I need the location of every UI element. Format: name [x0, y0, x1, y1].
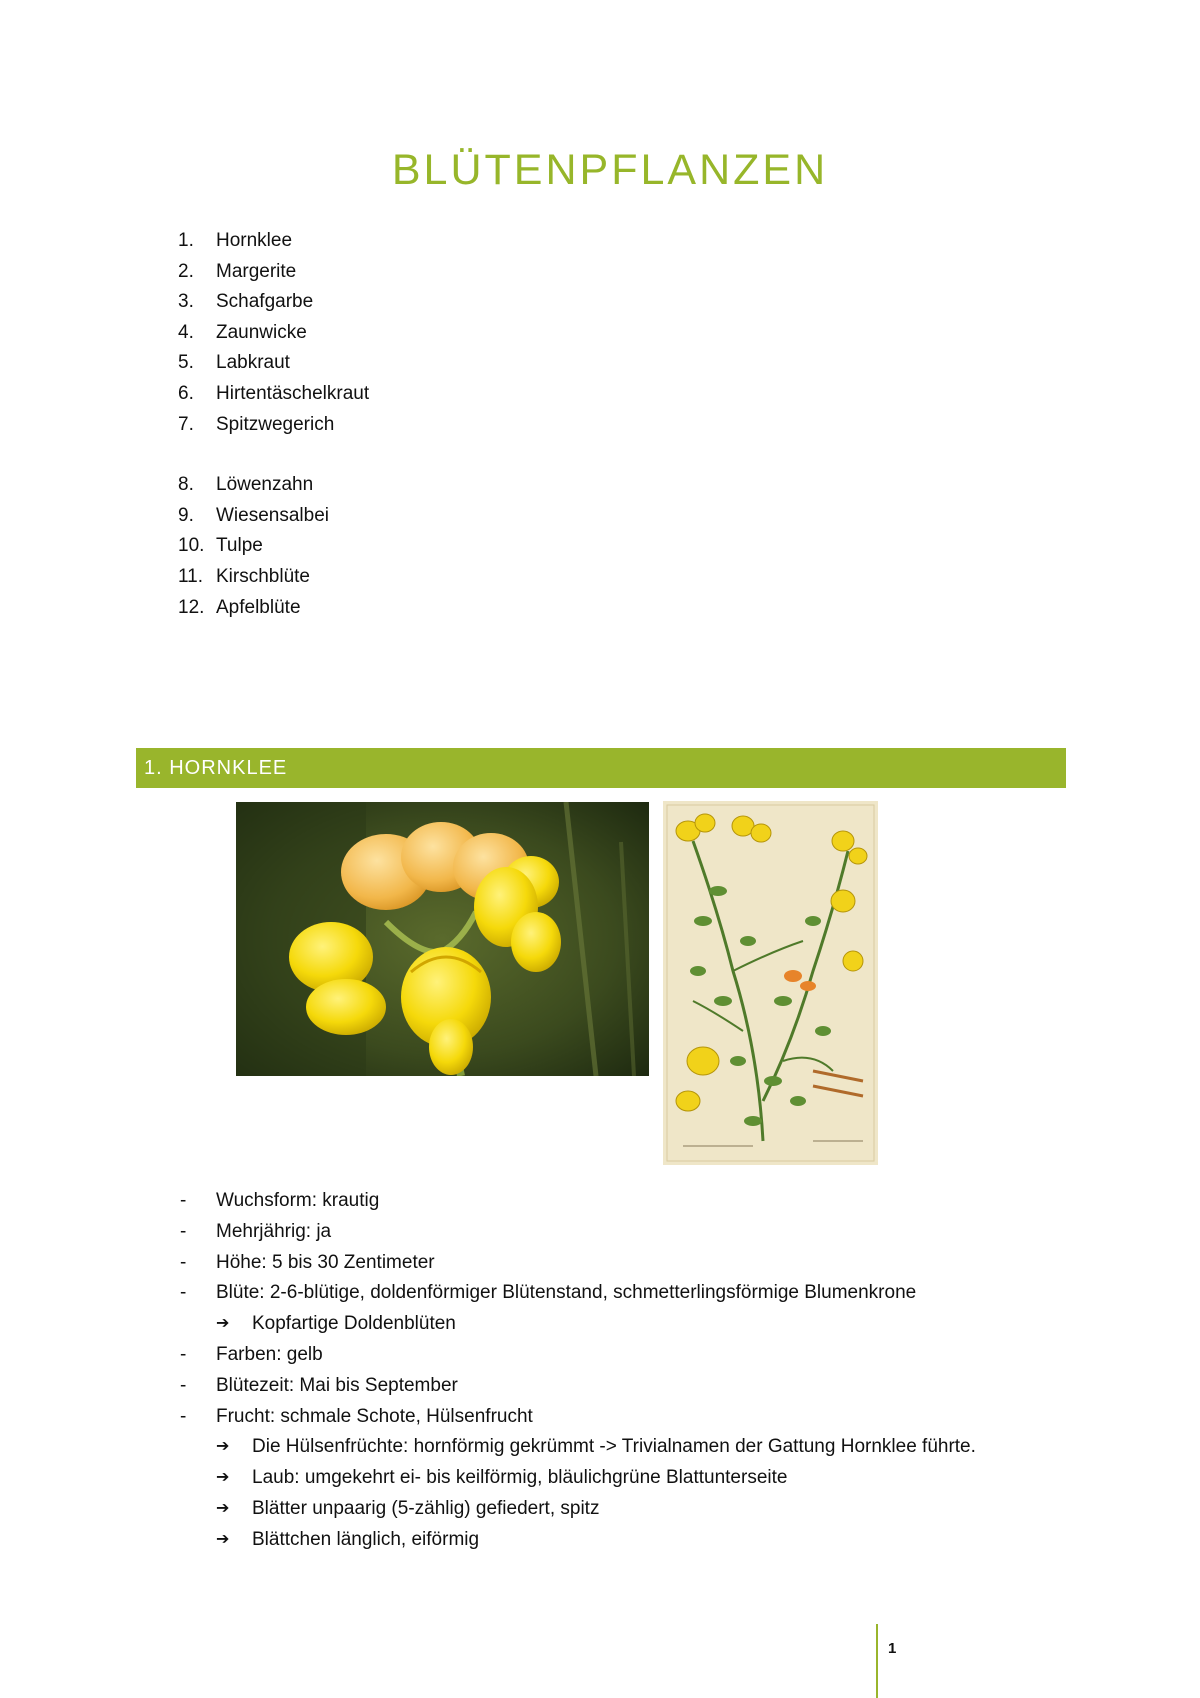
arrow-icon: ➔	[216, 1499, 230, 1517]
fact-subitem: ➔ Laub: umgekehrt ei- bis keilförmig, bläulichgrüne Blattunterseite	[180, 1463, 976, 1494]
fact-subitem: ➔ Blättchen länglich, eiförmig	[180, 1525, 976, 1556]
fact-item: - Frucht: schmale Schote, Hülsenfrucht	[180, 1405, 533, 1427]
hornklee-facts	[180, 1186, 976, 1556]
fact-item: - Farben: gelb	[180, 1343, 323, 1365]
section-heading-hornklee: 1. HORNKLEE	[136, 748, 1066, 788]
hornklee-botanical-illustration	[663, 801, 878, 1165]
toc-item: 6. Hirtentäschelkraut	[178, 382, 370, 404]
toc-item: 9. Wiesensalbei	[178, 504, 329, 526]
fact-item: - Blüte: 2-6-blütige, doldenförmiger Blütenstand, schmetterlingsförmige Blumenkrone	[180, 1282, 917, 1304]
page-number-divider	[876, 1624, 878, 1698]
arrow-icon: ➔	[216, 1438, 230, 1456]
toc-item: 8. Löwenzahn	[178, 474, 314, 496]
arrow-icon: ➔	[216, 1469, 230, 1487]
toc-item: 1. Hornklee	[178, 230, 293, 251]
page-title: BLÜTENPFLANZEN	[391, 146, 829, 194]
toc-item: 3. Schafgarbe	[178, 291, 314, 313]
toc-item: 4. Zaunwicke	[178, 321, 307, 343]
toc-item: 2. Margerite	[178, 260, 297, 282]
hornklee-photo	[236, 802, 649, 1076]
arrow-icon: ➔	[216, 1315, 230, 1333]
fact-item: - Blütezeit: Mai bis September	[180, 1374, 458, 1396]
toc-item: 7. Spitzwegerich	[178, 413, 335, 435]
fact-item: - Höhe: 5 bis 30 Zentimeter	[180, 1251, 435, 1273]
arrow-icon: ➔	[216, 1530, 230, 1548]
fact-subitem: ➔ Blätter unpaarig (5-zählig) gefiedert, spitz	[180, 1494, 976, 1525]
page-number: 1	[888, 1640, 897, 1657]
toc-item: 11. Kirschblüte	[178, 565, 310, 587]
table-of-contents	[178, 226, 369, 623]
fact-item: - Wuchsform: krautig	[180, 1190, 380, 1211]
fact-subitem: ➔ Die Hülsenfrüchte: hornförmig gekrümmt -> Trivialnamen der Gattung Hornklee führte.	[180, 1432, 976, 1463]
toc-item: 10. Tulpe	[178, 535, 263, 557]
fact-subitem: ➔ Kopfartige Doldenblüten	[180, 1309, 976, 1340]
toc-item: 5. Labkraut	[178, 352, 290, 374]
fact-item: - Mehrjährig: ja	[180, 1220, 332, 1242]
toc-item: 12. Apfelblüte	[178, 596, 301, 618]
